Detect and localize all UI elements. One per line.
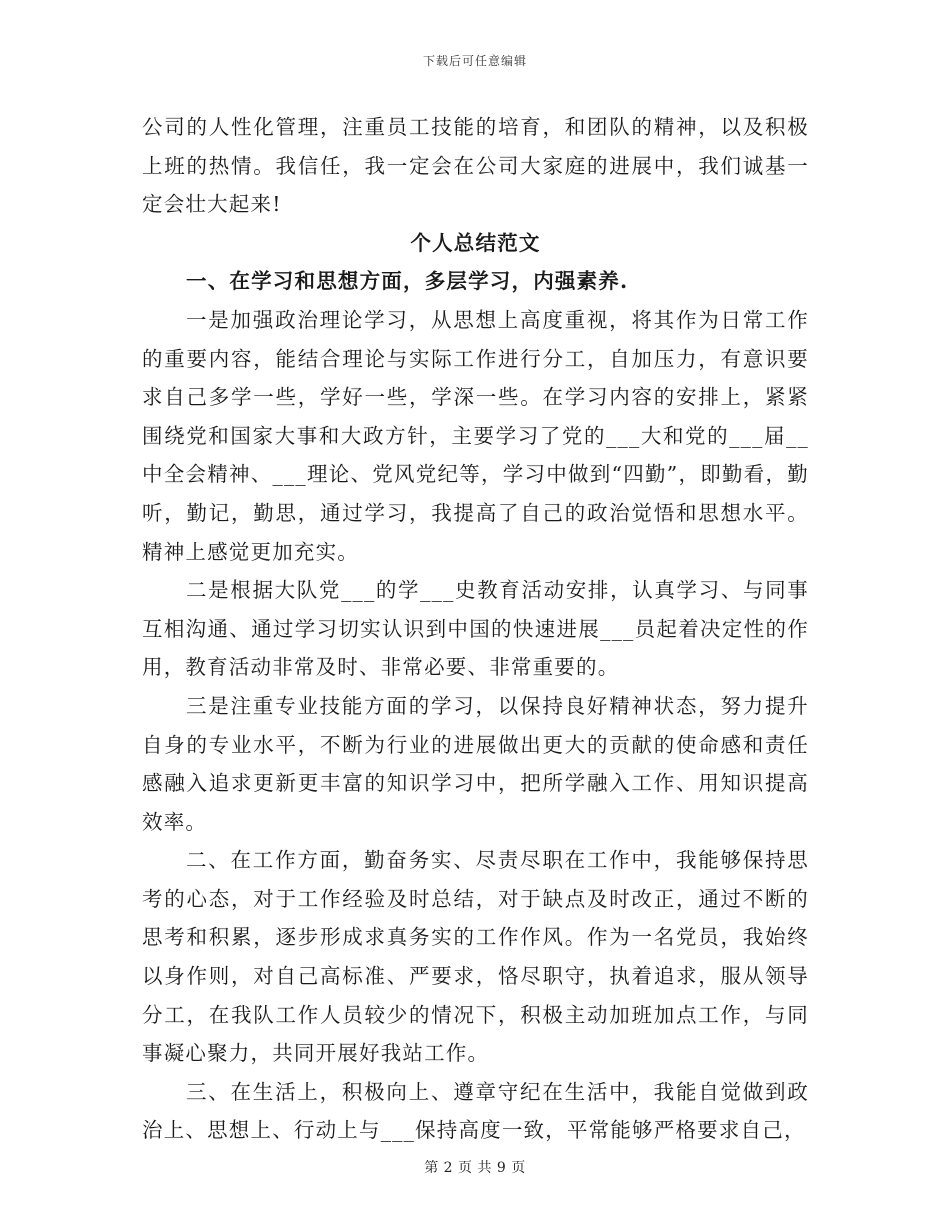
paragraph-2: 二是根据大队党___的学___史教育活动安排，认真学习、与同事互相沟通、通过学习切实认识到中国的快速进展___员起着决定性的作用，教育活动非常及时、非常必要、非常重要的。 [142, 578, 809, 680]
paragraph-1: 一是加强政治理论学习，从思想上高度重视，将其作为日常工作的重要内容，能结合理论与实际工作进行分工，自加压力，有意识要求自己多学一些，学好一些，学深一些。在学习内容的安排上，紧紧围绕党和国家大事和大政方针，主要学习了党的___大和党的___届__中全会精神、___理论、党风党纪等，学习中做到“四勤”，即勤看，勤听，勤记，勤思，通过学习，我提高了自己的政治觉悟和思想水平。精神上感觉更加充实。 [142, 307, 809, 564]
document-title: 个人总结范文 [410, 230, 541, 255]
section-heading: 一、在学习和思想方面，多层学习，内强素养. [186, 269, 629, 294]
paragraph-3: 三是注重专业技能方面的学习，以保持良好精神状态，努力提升自身的专业水平，不断为行业的进展做出更大的贡献的使命感和责任感融入追求更新更丰富的知识学习中，把所学融入工作、用知识提高效率。 [142, 693, 809, 834]
paragraph-5: 三、在生活上，积极向上、遵章守纪在生活中，我能自觉做到政治上、思想上、行动上与___保持高度一致，平常能够严格要求自己， [142, 1079, 809, 1143]
paragraph-4: 二、在工作方面，勤奋务实、尽责尽职在工作中，我能够保持思考的心态，对于工作经验及时总结，对于缺点及时改正，通过不断的思考和积累，逐步形成求真务实的工作作风。作为一名党员，我始终以身作则，对自己高标准、严要求，恪尽职守，执着追求，服从领导分工，在我队工作人员较少的情况下，积极主动加班加点工作，与同事凝心聚力，共同开展好我站工作。 [142, 848, 809, 1066]
page-number: 第 2 页 共 9 页 [424, 1160, 526, 1176]
intro-paragraph: 公司的人性化管理，注重员工技能的培育，和团队的精神，以及积极上班的热情。我信任，我一定会在公司大家庭的进展中，我们诚基一定会壮大起来! [142, 115, 809, 217]
document-body [142, 108, 809, 1150]
page-header: 下载后可任意编辑 [422, 54, 527, 68]
